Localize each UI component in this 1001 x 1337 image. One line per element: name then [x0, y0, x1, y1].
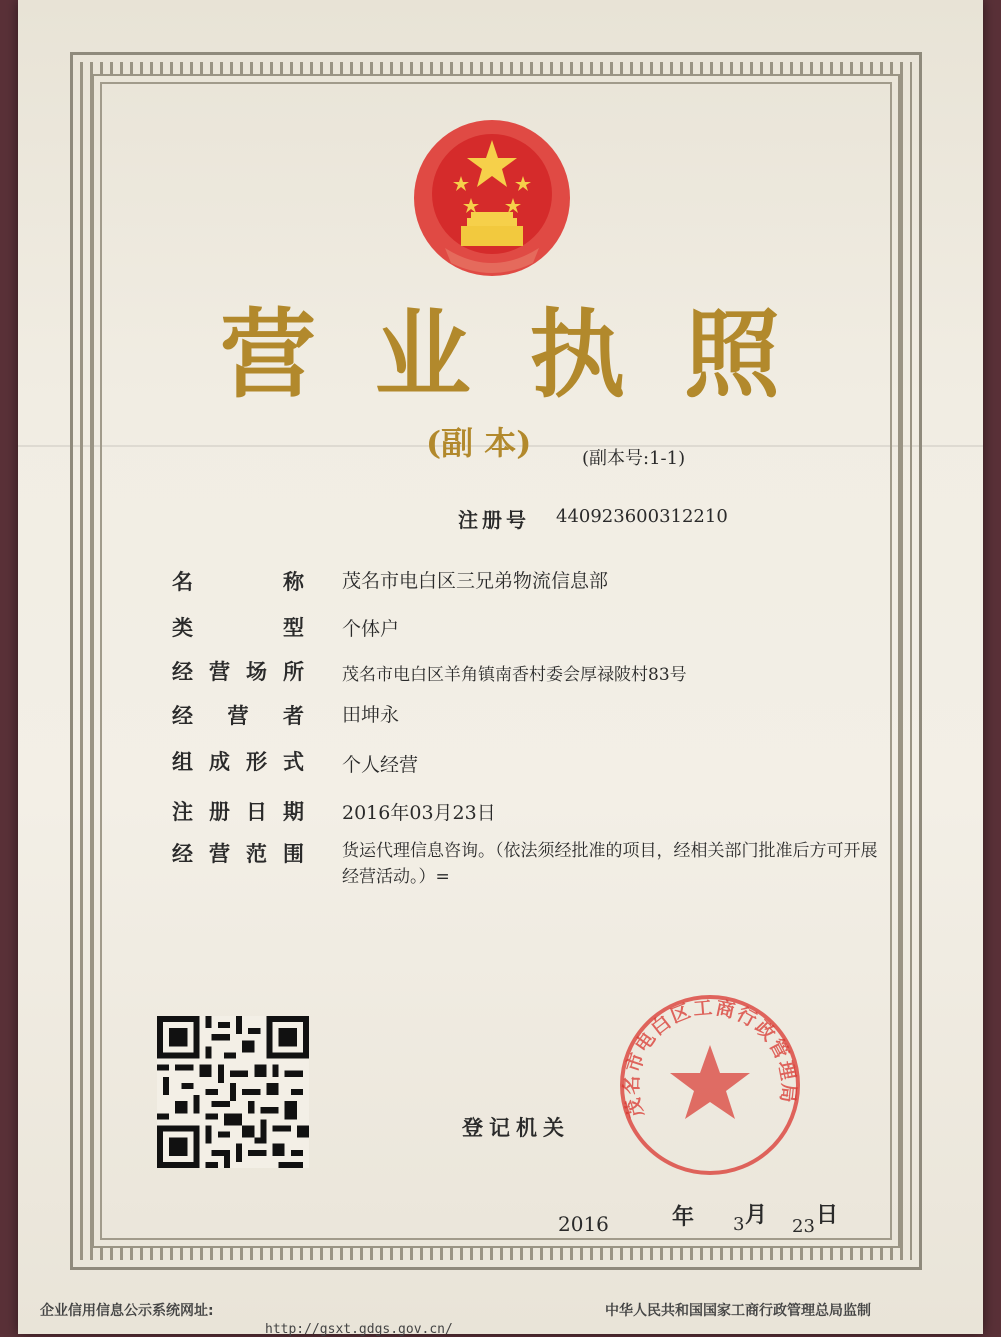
footer-issuer: 中华人民共和国国家工商行政管理总局监制	[605, 1303, 871, 1319]
field-label-scope: 经 营 范 围	[172, 842, 304, 866]
qr-code-icon	[157, 1016, 309, 1168]
title-char: 营	[220, 297, 316, 411]
seal-text: 茂名市电白区工商行政管理局	[620, 996, 800, 1120]
day-char: 日	[816, 1203, 839, 1228]
field-label-date: 注 册 日 期	[172, 800, 304, 824]
field-value-name: 茂名市电白区三兄弟物流信息部	[342, 570, 609, 592]
issue-year: 2016	[558, 1212, 609, 1236]
field-value-location: 茂名市电白区羊角镇南香村委会厚禄陂村83号	[342, 665, 687, 685]
registration-number: 440923600312210	[556, 506, 728, 527]
field-value-scope: 货运代理信息咨询。（依法须经批准的项目，经相关部门批准后方可开展经营活动。）=	[342, 841, 878, 887]
title-char: 照	[683, 297, 780, 411]
field-label-type: 类 型	[172, 616, 304, 640]
field-label-operator: 经 营 者	[172, 704, 304, 728]
registration-authority-label: 登记机关	[462, 1116, 570, 1140]
copy-number: (副本号:1-1)	[582, 448, 686, 469]
footer-url[interactable]: http://gsxt.gdgs.gov.cn/	[265, 1322, 453, 1337]
issue-month: 3	[733, 1214, 745, 1235]
title-char: 业	[374, 297, 471, 411]
official-seal-icon	[610, 985, 810, 1185]
year-char: 年	[672, 1205, 695, 1230]
field-label-location: 经 营 场 所	[172, 660, 304, 684]
field-label-form: 组 成 形 式	[172, 750, 304, 774]
copy-label: (副 本)	[426, 424, 532, 462]
issue-day: 23	[792, 1216, 815, 1237]
field-value-operator: 田坤永	[342, 704, 400, 726]
field-value-type: 个体户	[342, 618, 400, 640]
footer-website-label: 企业信用信息公示系统网址:	[40, 1303, 214, 1319]
national-emblem-icon	[405, 118, 580, 280]
title-char: 执	[529, 297, 626, 411]
field-label-name: 名 称	[172, 570, 304, 594]
field-value-date: 2016年03月23日	[342, 802, 496, 824]
month-char: 月	[745, 1203, 768, 1228]
field-value-form: 个人经营	[342, 754, 419, 776]
registration-label: 注册号	[458, 508, 530, 532]
document-title	[220, 292, 780, 411]
